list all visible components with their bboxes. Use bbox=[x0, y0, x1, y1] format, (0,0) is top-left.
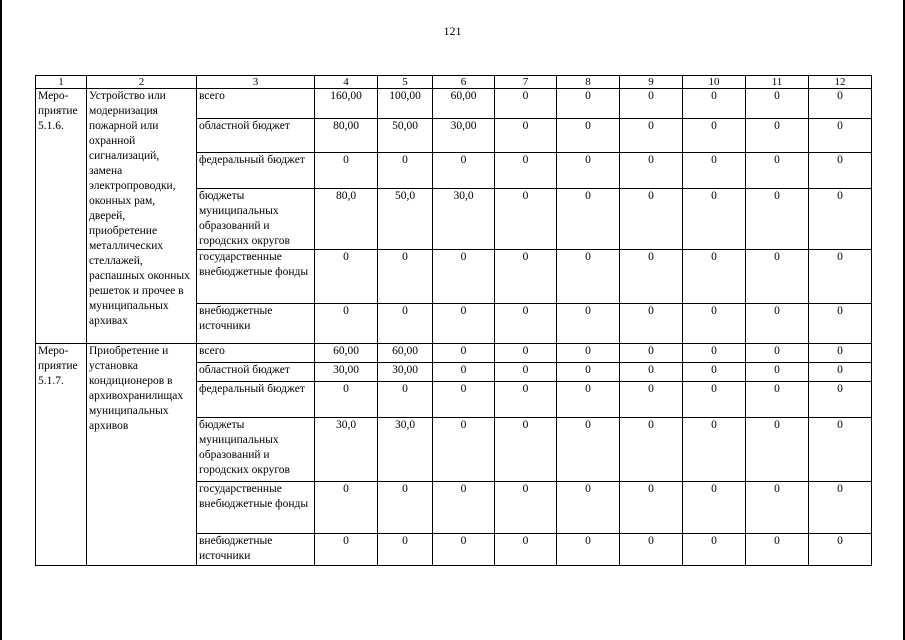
col-header: 9 bbox=[620, 76, 683, 89]
col-header: 6 bbox=[433, 76, 495, 89]
value-cell: 60,00 bbox=[378, 344, 433, 363]
value-cell: 80,0 bbox=[315, 189, 378, 250]
value-cell: 0 bbox=[557, 344, 620, 363]
value-cell: 0 bbox=[557, 418, 620, 482]
value-cell: 0 bbox=[557, 304, 620, 344]
funding-source: областной бюджет bbox=[197, 119, 315, 153]
col-header: 12 bbox=[809, 76, 872, 89]
value-cell: 160,00 bbox=[315, 89, 378, 119]
value-cell: 0 bbox=[683, 304, 746, 344]
value-cell: 0 bbox=[620, 250, 683, 304]
value-cell: 0 bbox=[620, 189, 683, 250]
value-cell: 80,00 bbox=[315, 119, 378, 153]
value-cell: 0 bbox=[683, 418, 746, 482]
value-cell: 0 bbox=[746, 534, 809, 566]
value-cell: 0 bbox=[433, 382, 495, 418]
value-cell: 0 bbox=[746, 363, 809, 382]
value-cell: 0 bbox=[433, 153, 495, 189]
value-cell: 50,0 bbox=[378, 189, 433, 250]
col-header: 10 bbox=[683, 76, 746, 89]
value-cell: 0 bbox=[809, 89, 872, 119]
value-cell: 0 bbox=[495, 250, 557, 304]
budget-table bbox=[35, 75, 872, 566]
value-cell: 0 bbox=[557, 119, 620, 153]
funding-source: государственные внебюджетные фонды bbox=[197, 482, 315, 534]
value-cell: 0 bbox=[433, 250, 495, 304]
page-number: 121 bbox=[443, 24, 462, 38]
value-cell: 30,00 bbox=[315, 363, 378, 382]
value-cell: 100,00 bbox=[378, 89, 433, 119]
value-cell: 0 bbox=[746, 382, 809, 418]
value-cell: 0 bbox=[746, 482, 809, 534]
value-cell: 0 bbox=[620, 304, 683, 344]
col-header: 5 bbox=[378, 76, 433, 89]
value-cell: 30,0 bbox=[378, 418, 433, 482]
value-cell: 0 bbox=[378, 250, 433, 304]
value-cell: 0 bbox=[495, 534, 557, 566]
funding-source: бюджеты муниципальных образований и городских округов bbox=[197, 418, 315, 482]
value-cell: 0 bbox=[809, 418, 872, 482]
funding-source: федеральный бюджет bbox=[197, 153, 315, 189]
value-cell: 0 bbox=[809, 363, 872, 382]
value-cell: 0 bbox=[809, 304, 872, 344]
value-cell: 0 bbox=[746, 119, 809, 153]
value-cell: 0 bbox=[620, 482, 683, 534]
value-cell: 0 bbox=[378, 304, 433, 344]
value-cell: 0 bbox=[746, 418, 809, 482]
funding-source: внебюджетные источники bbox=[197, 304, 315, 344]
value-cell: 0 bbox=[683, 363, 746, 382]
col-header: 7 bbox=[495, 76, 557, 89]
value-cell: 0 bbox=[809, 382, 872, 418]
value-cell: 0 bbox=[683, 382, 746, 418]
col-header: 4 bbox=[315, 76, 378, 89]
col-header: 1 bbox=[36, 76, 87, 89]
value-cell: 0 bbox=[809, 189, 872, 250]
col-header: 11 bbox=[746, 76, 809, 89]
value-cell: 0 bbox=[557, 153, 620, 189]
value-cell: 0 bbox=[620, 153, 683, 189]
funding-source: государственные внебюджетные фонды bbox=[197, 250, 315, 304]
measure-description: Устройство или модернизация пожарной или охранной сигнализаций, замена электропроводки, оконных рам, дверей, приобретение металлических стеллажей, распашных оконных решеток и прочее в муниципальных архивах bbox=[87, 89, 197, 344]
value-cell: 0 bbox=[746, 89, 809, 119]
value-cell: 0 bbox=[746, 250, 809, 304]
col-header: 8 bbox=[557, 76, 620, 89]
header-row bbox=[36, 76, 872, 89]
value-cell: 0 bbox=[315, 304, 378, 344]
col-header: 2 bbox=[87, 76, 197, 89]
value-cell: 0 bbox=[683, 534, 746, 566]
value-cell: 0 bbox=[557, 382, 620, 418]
value-cell: 0 bbox=[683, 344, 746, 363]
value-cell: 0 bbox=[495, 189, 557, 250]
value-cell: 0 bbox=[495, 363, 557, 382]
funding-source: всего bbox=[197, 344, 315, 363]
value-cell: 0 bbox=[809, 153, 872, 189]
value-cell: 0 bbox=[495, 382, 557, 418]
value-cell: 0 bbox=[620, 418, 683, 482]
value-cell: 0 bbox=[683, 119, 746, 153]
value-cell: 0 bbox=[433, 344, 495, 363]
funding-source: внебюджетные источники bbox=[197, 534, 315, 566]
value-cell: 0 bbox=[620, 382, 683, 418]
value-cell: 0 bbox=[378, 382, 433, 418]
value-cell: 0 bbox=[495, 119, 557, 153]
value-cell: 0 bbox=[683, 250, 746, 304]
value-cell: 0 bbox=[809, 250, 872, 304]
value-cell: 0 bbox=[378, 534, 433, 566]
value-cell: 0 bbox=[557, 534, 620, 566]
value-cell: 30,0 bbox=[315, 418, 378, 482]
value-cell: 0 bbox=[495, 418, 557, 482]
value-cell: 0 bbox=[620, 534, 683, 566]
value-cell: 0 bbox=[495, 344, 557, 363]
col-header: 3 bbox=[197, 76, 315, 89]
value-cell: 0 bbox=[557, 89, 620, 119]
value-cell: 0 bbox=[683, 153, 746, 189]
value-cell: 0 bbox=[433, 482, 495, 534]
value-cell: 0 bbox=[315, 250, 378, 304]
value-cell: 0 bbox=[495, 153, 557, 189]
funding-source: областной бюджет bbox=[197, 363, 315, 382]
value-cell: 0 bbox=[683, 89, 746, 119]
value-cell: 0 bbox=[746, 189, 809, 250]
value-cell: 0 bbox=[495, 482, 557, 534]
value-cell: 30,0 bbox=[433, 189, 495, 250]
value-cell: 0 bbox=[557, 250, 620, 304]
value-cell: 0 bbox=[433, 363, 495, 382]
value-cell: 0 bbox=[746, 304, 809, 344]
measure-description: Приобретение и установка кондиционеров в архивохранилищах муниципальных архивов bbox=[87, 344, 197, 566]
value-cell: 0 bbox=[495, 89, 557, 119]
value-cell: 0 bbox=[809, 534, 872, 566]
value-cell: 0 bbox=[557, 363, 620, 382]
value-cell: 0 bbox=[620, 344, 683, 363]
value-cell: 0 bbox=[315, 482, 378, 534]
measure-label: Меро-приятие 5.1.7. bbox=[36, 344, 87, 566]
value-cell: 0 bbox=[557, 482, 620, 534]
value-cell: 60,00 bbox=[433, 89, 495, 119]
value-cell: 0 bbox=[378, 482, 433, 534]
value-cell: 0 bbox=[557, 189, 620, 250]
value-cell: 30,00 bbox=[378, 363, 433, 382]
value-cell: 0 bbox=[809, 344, 872, 363]
funding-source: бюджеты муниципальных образований и городских округов bbox=[197, 189, 315, 250]
value-cell: 0 bbox=[315, 153, 378, 189]
page-edge-left bbox=[0, 0, 2, 640]
value-cell: 50,00 bbox=[378, 119, 433, 153]
value-cell: 0 bbox=[683, 482, 746, 534]
table-row bbox=[36, 344, 872, 363]
value-cell: 0 bbox=[746, 344, 809, 363]
value-cell: 0 bbox=[378, 153, 433, 189]
value-cell: 0 bbox=[433, 534, 495, 566]
value-cell: 0 bbox=[315, 534, 378, 566]
funding-source: всего bbox=[197, 89, 315, 119]
value-cell: 60,00 bbox=[315, 344, 378, 363]
value-cell: 0 bbox=[620, 119, 683, 153]
measure-label: Меро-приятие 5.1.6. bbox=[36, 89, 87, 344]
value-cell: 0 bbox=[433, 418, 495, 482]
value-cell: 0 bbox=[315, 382, 378, 418]
value-cell: 0 bbox=[809, 119, 872, 153]
value-cell: 0 bbox=[683, 189, 746, 250]
table-row bbox=[36, 89, 872, 119]
value-cell: 0 bbox=[495, 304, 557, 344]
value-cell: 0 bbox=[620, 363, 683, 382]
value-cell: 0 bbox=[620, 89, 683, 119]
value-cell: 0 bbox=[809, 482, 872, 534]
funding-source: федеральный бюджет bbox=[197, 382, 315, 418]
value-cell: 0 bbox=[433, 304, 495, 344]
value-cell: 30,00 bbox=[433, 119, 495, 153]
value-cell: 0 bbox=[746, 153, 809, 189]
